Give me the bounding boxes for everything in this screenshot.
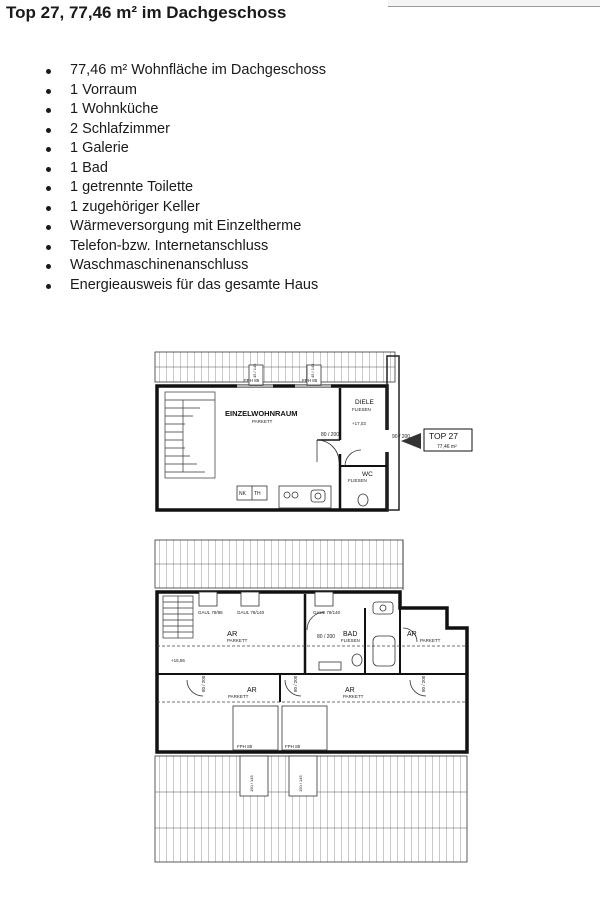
kitchen-label: NK (239, 491, 246, 497)
dormer-label: GAUL 78/98 (198, 610, 223, 615)
floor-plan-drawing (145, 340, 495, 880)
door-size: 80 / 200 (317, 634, 336, 640)
list-item: 1 getrennte Toilette (44, 178, 326, 198)
lower-floor (155, 540, 467, 862)
list-item: Energieausweis für das gesamte Haus (44, 276, 326, 296)
unit-area: 77,46 m² (437, 444, 457, 450)
level-marker: +15,55 (171, 658, 185, 663)
door-size: 80 / 200 (421, 675, 426, 692)
page-title: Top 27, 77,46 m² im Dachgeschoss (6, 3, 287, 22)
staircase-upper (165, 392, 215, 478)
list-item: 1 Galerie (44, 139, 326, 159)
lower-outer-wall (157, 592, 467, 752)
list-item: Wärmeversorgung mit Einzeltherme (44, 217, 326, 237)
level-marker: +17,03 (352, 421, 366, 426)
room-name: EINZELWOHNRAUM (225, 409, 298, 418)
skylight-label: 150 / 145 (298, 775, 303, 792)
list-item: 1 zugehöriger Keller (44, 198, 326, 218)
room-name: DIELE (355, 399, 374, 406)
window-label: FPH 85 (237, 744, 253, 749)
floor-material: FLIESEN (352, 407, 371, 412)
floor-material: PARKETT (420, 638, 441, 643)
list-item: 77,46 m² Wohnfläche im Dachgeschoss (44, 61, 326, 81)
skylight-label: 45 / 145 (252, 363, 257, 378)
dormer-label: GAUL 78/140 (313, 610, 341, 615)
upper-outer-wall (157, 386, 387, 510)
upper-floor (155, 352, 472, 510)
kitchen-label: TH (254, 491, 261, 497)
door-size: 80 / 200 (321, 432, 340, 438)
list-item: Telefon-bzw. Internetanschluss (44, 237, 326, 257)
feature-list (44, 61, 326, 295)
floor-material: PARKETT (343, 694, 364, 699)
page-edge-mark (388, 0, 600, 7)
unit-label: TOP 27 (429, 431, 458, 441)
list-item: 1 Bad (44, 159, 326, 179)
floor-material: FLIESEN (341, 638, 360, 643)
skylight-label: 150 / 145 (249, 775, 254, 792)
skylight-label: 45 / 145 (310, 363, 315, 378)
window-label: FPH 85 (302, 378, 318, 383)
room-name: AR (345, 687, 355, 694)
list-item: 1 Vorraum (44, 81, 326, 101)
list-item: Waschmaschinenanschluss (44, 256, 326, 276)
room-name: AR (247, 687, 257, 694)
staircase-lower (163, 596, 193, 638)
list-item: 1 Wohnküche (44, 100, 326, 120)
door-size: 80 / 200 (293, 675, 298, 692)
door-size: 90 / 200 (392, 434, 411, 440)
floor-plan (145, 340, 495, 885)
floor-material: FLIESEN (348, 478, 367, 483)
dormer-label: GAUL 78/140 (237, 610, 265, 615)
room-name: BAD (343, 631, 358, 638)
floor-material: PARKETT (252, 419, 273, 424)
room-name: AR (227, 629, 238, 638)
floor-material: PARKETT (228, 694, 249, 699)
list-item: 2 Schlafzimmer (44, 120, 326, 140)
floor-material: PARKETT (227, 638, 248, 643)
room-name: WC (362, 471, 373, 478)
kitchen-block (237, 486, 331, 508)
door-size: 80 / 200 (201, 675, 206, 692)
room-name: AR (407, 631, 417, 638)
window-label: FPH 85 (285, 744, 301, 749)
window-label: FPH 85 (244, 378, 260, 383)
toilet-icon (358, 494, 368, 506)
